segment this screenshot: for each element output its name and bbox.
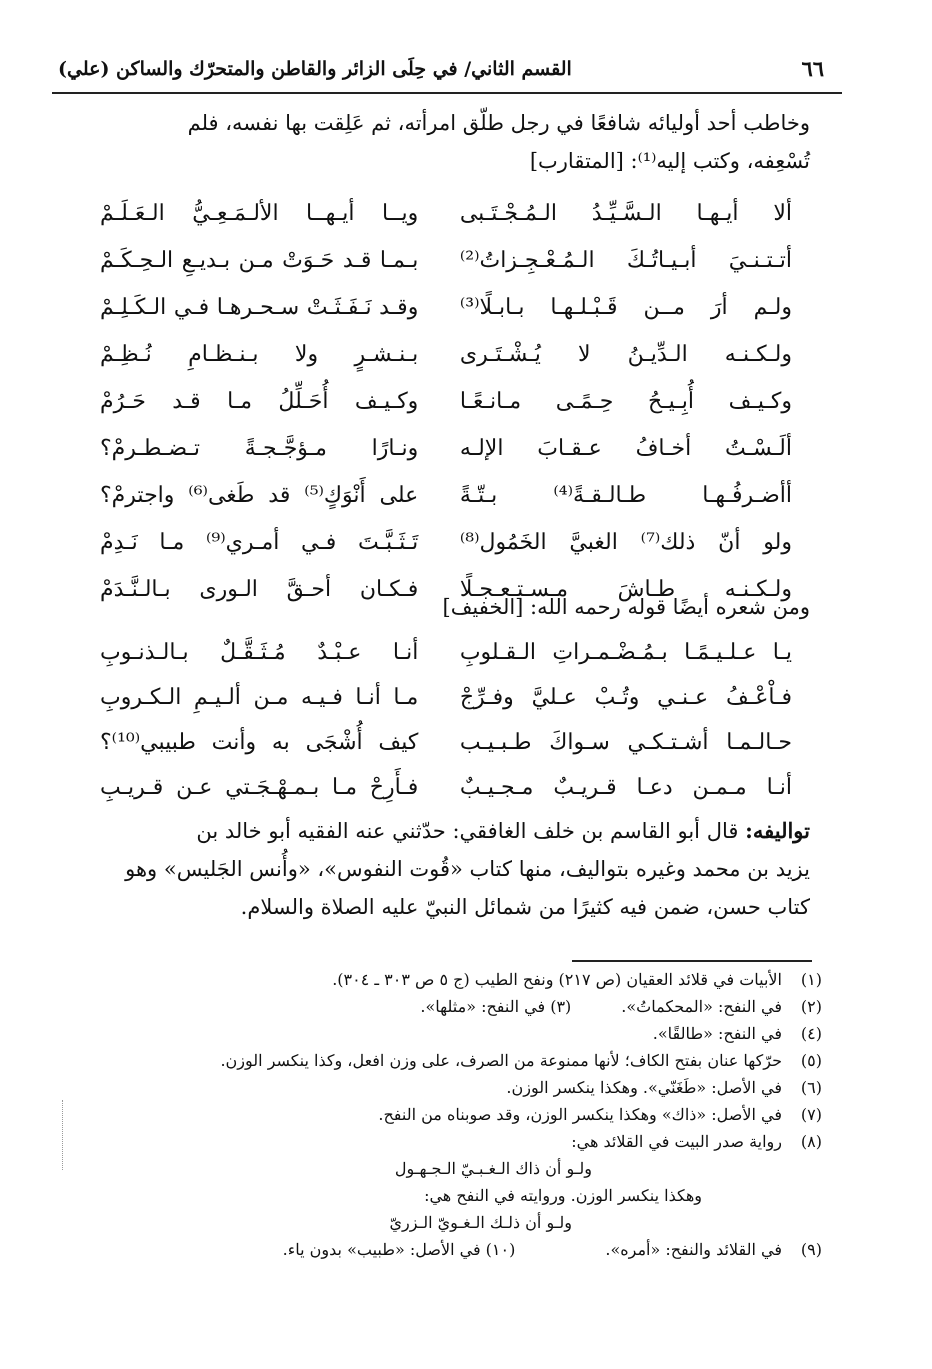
intro-paragraph: [82, 104, 810, 180]
footnote-number: (٢): [800, 997, 822, 1016]
verse: [100, 630, 792, 675]
footnote-text: في الأصل: «ذاك» وهكذا ينكسر الوزن، وقد صوبناه من النفح.: [378, 1105, 782, 1124]
footnote: [110, 1020, 822, 1047]
footnote-text: في النفح: «مثلها».: [420, 997, 546, 1016]
footnote-text: في القلائد والنفح: «أمره».: [605, 1240, 782, 1259]
footnote: [110, 1236, 822, 1263]
footnote-separator: [572, 960, 812, 962]
verse: [100, 720, 792, 765]
verse: [100, 378, 792, 425]
footnote-number: (٥): [800, 1051, 822, 1070]
footnote-number: (٣): [550, 997, 572, 1016]
second-hemistich: بـمـا قـد حَـوَتْ مـن بـديـعِ الـحِـكَـمْ: [100, 248, 419, 273]
second-hemistich: مـا أنـا فـيـه مـن ألـيـمِ الـكـروبِ: [100, 685, 419, 710]
footnote-number: (١): [800, 970, 822, 989]
first-hemistich: وكـيـف أُبِـيـحُ حِـمًـى مـانـعًـا: [459, 389, 792, 414]
footnote-number: (٨): [800, 1132, 822, 1151]
poem-khafif: [100, 630, 792, 810]
second-hemistich: على أَنْوَكٍ⁽⁵⁾ قد طَغى⁽⁶⁾ واجترمْ؟: [100, 483, 419, 508]
intro-line: تُسْعِفه، وكتب إليه⁽¹⁾: [المتقارب]: [529, 149, 810, 173]
first-hemistich: ولـكـنـه طـاشَ مـسـتـعـجـلًا: [459, 577, 792, 602]
footnote-number: (٤): [800, 1024, 822, 1043]
footnote-number: (٩): [800, 1240, 822, 1259]
works-paragraph: [82, 812, 810, 926]
verse: [100, 472, 792, 519]
first-hemistich: أتـتـنـيَ أبـيـاتُـكَ الـمُـعْـجِـزاتُ⁽²⁾: [459, 248, 792, 273]
footnote-text: رواية صدر البيت في القلائد هي:: [571, 1132, 782, 1151]
verse: [100, 765, 792, 810]
works-line: يزيد بن محمد وغيره بتواليف، منها كتاب «قُوت النفوس»، «وأُنس الجَليس» وهو: [125, 857, 810, 881]
poem-mutaqarib: [100, 190, 792, 613]
second-hemistich: فـأَرِحْ مـا بـمـهْـجَـتي عـن قـريـبِ: [100, 775, 419, 800]
verse: [100, 331, 792, 378]
works-line: كتاب حسن، ضمن فيه كثيرًا من شمائل النبيّ عليه الصلاة والسلام.: [240, 895, 810, 919]
second-hemistich: وكـيـف أُحَـلِّلُ مـا قـد حَـرُمْ: [100, 389, 419, 414]
works-label: تواليفه:: [745, 818, 810, 843]
verse: [100, 425, 792, 472]
second-hemistich: بـنـشـرٍ ولا بـنـظـامِ نُـظِـمْ: [100, 342, 419, 367]
footnote-number: (٦): [800, 1078, 822, 1097]
second-hemistich: وقـد نَـفَـثَـتْ سـحـرهـا فـي الـكَـلِـمْ: [100, 295, 419, 320]
intro-line: وخاطب أحد أوليائه شافعًا في رجل طلّق امرأته، ثم عَلِقت بها نفسه، فلم: [187, 111, 810, 135]
running-header: [52, 52, 842, 94]
footnote: [110, 1101, 822, 1128]
first-hemistich: فـاْعْـفُ عـنـي وتُـبْ عـليَّ وفـرِّجْ: [459, 685, 792, 710]
footnote: [110, 1047, 822, 1074]
verse: [100, 675, 792, 720]
mid-line: ومن شعره أيضًا قوله رحمه الله: [الخفيف]: [442, 595, 810, 619]
footnote-text: في النفح: «المحكماتُ».: [621, 997, 782, 1016]
verse: [100, 519, 792, 566]
footnote-text: في الأصل: «طَغَنّي». وهكذا ينكسر الوزن.: [506, 1078, 782, 1097]
first-hemistich: يـا عـلـيـمًـا بـمُـضْـمـراتِ الـقـلوبِ: [459, 640, 792, 665]
verse: [100, 237, 792, 284]
running-title: القسم الثاني/ في حِلَى الزائر والقاطن والمتحرّك والساكن (علي): [58, 58, 572, 80]
footnote-text: الأبيات في قلائد العقيان (ص ٢١٧) ونفح الطيب (ج ٥ ص ٣٠٣ ـ ٣٠٤).: [332, 970, 782, 989]
footnotes: [110, 966, 822, 1263]
first-hemistich: ولـكـنـه الـدِّيـنُ لا يُـشْـتَـرى: [459, 342, 792, 367]
first-hemistich: ألَـسْـتُ أخـافُ عـقـابَ الإلـه: [459, 436, 792, 461]
footnote-text: وهكذا ينكسر الوزن. وروايته في النفح هي:: [424, 1186, 702, 1205]
works-line: [82, 812, 810, 850]
footnote: [110, 1128, 822, 1155]
footnote: [110, 1074, 822, 1101]
first-hemistich: ولـم أرَ مــن قَـبْـلـهـا بـابـلًا⁽³⁾: [459, 295, 792, 320]
second-hemistich: فـكـان أحـقَّ الـورى بـالـنَّـدَمْ: [100, 577, 419, 602]
footnote-text: (١٠) في الأصل: «طبيب» بدون ياء.: [282, 1240, 516, 1259]
verse: [100, 284, 792, 331]
mid-paragraph: [82, 588, 810, 626]
second-hemistich: تَـثَـبَّـتَ فـي أمـري⁽⁹⁾ مـا نَـدِمْ: [100, 530, 419, 555]
works-text: قال أبو القاسم بن خلف الغافقي: حدّثني عنه الفقيه أبو خالد بن: [196, 819, 739, 843]
second-hemistich: ونـارًا مـؤجَّـجـةً تـضـطـرمْ؟: [100, 436, 419, 461]
first-hemistich: ولو أنّ ذلك⁽⁷⁾ الغبيَّ الخَمُول⁽⁸⁾: [459, 530, 792, 555]
footnote-text: حرّكها عنان بفتح الكاف؛ لأنها ممنوعة من الصرف، على وزن افعل، وكذا ينكسر الوزن.: [220, 1051, 782, 1070]
first-hemistich: ألا أيـهـا الـسَّـيِّـدُ الـمُـجْـتَـبى: [459, 201, 792, 226]
page-number: ٦٦: [801, 56, 824, 81]
verse: [100, 190, 792, 237]
margin-mark: [62, 1100, 65, 1170]
footnote: [110, 966, 822, 993]
first-hemistich: حـالـمـا أشـتـكـي سـواكَ طـبـيـب: [459, 730, 792, 755]
first-hemistich: أأضـرفُـهـا طـالـقـةً⁽⁴⁾ بـتّـةً: [459, 483, 793, 508]
footnote-number: (٧): [800, 1105, 822, 1124]
second-hemistich: كيف أُشْجَى به وأنت طبيبي⁽¹⁰⁾؟: [100, 730, 419, 755]
footnote: [110, 993, 822, 1020]
second-hemistich: أنـا عـبْـدٌ مُـثَـقَّـلٌ بـالـذنـوبِ: [100, 640, 419, 665]
footnote-verse: ولـو أن ذلـك الـغـويّ الـزريّ: [389, 1213, 572, 1232]
footnote-verse: ولـو أن ذاك الـغـبـيّ الـجـهـول: [394, 1159, 592, 1178]
footnote-text: في النفح: «طالقًا».: [652, 1024, 782, 1043]
first-hemistich: أنـا مـمـن دعـا قـريـبٌ مـجـيـبٌ: [459, 775, 792, 800]
second-hemistich: ويــا أيـهــا الألـمَـعِـيُّ الـعَـلَـمْ: [100, 201, 419, 226]
